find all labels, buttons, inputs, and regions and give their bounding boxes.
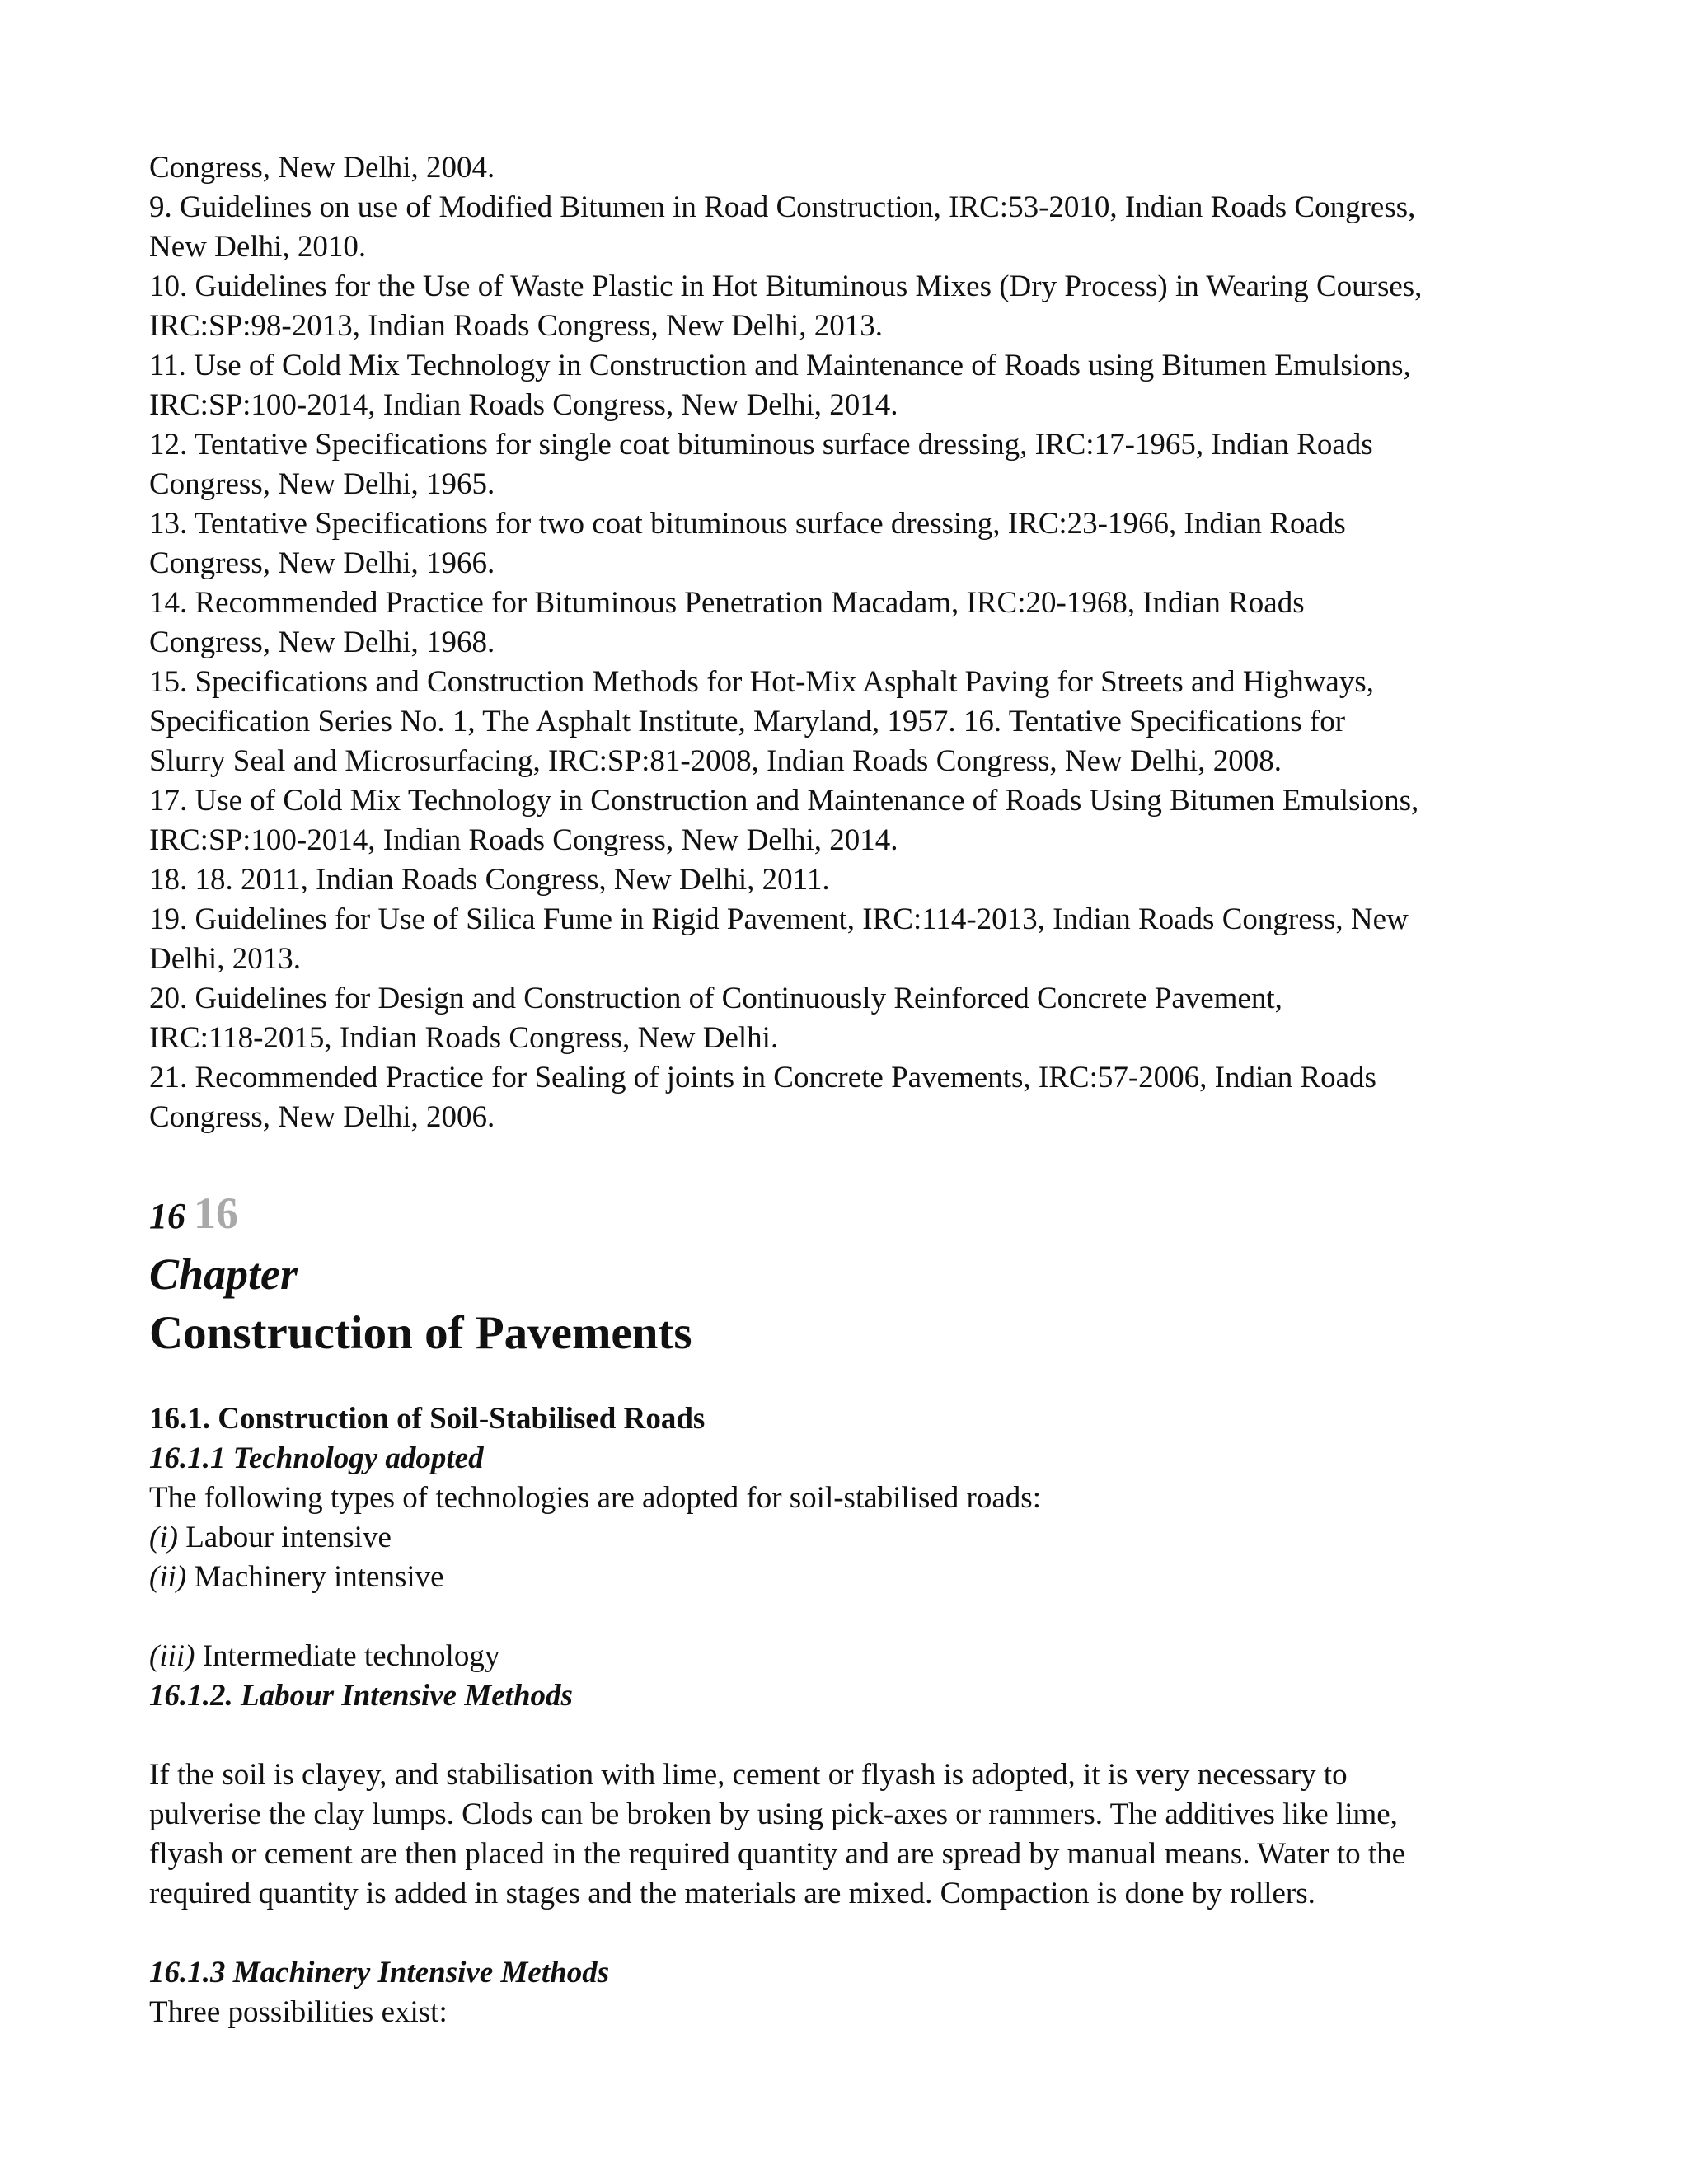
reference-line: 17. Use of Cold Mix Technology in Construction and Maintenance of Roads Using Bitumen Emulsions, bbox=[149, 784, 1419, 818]
reference-line: 13. Tentative Specifications for two coat bituminous surface dressing, IRC:23-1966, Indian Roads bbox=[149, 507, 1346, 541]
reference-line: 19. Guidelines for Use of Silica Fume in Rigid Pavement, IRC:114-2013, Indian Roads Congress, New bbox=[149, 902, 1409, 936]
reference-list bbox=[149, 148, 1550, 1137]
paragraph-line: If the soil is clayey, and stabilisation with lime, cement or flyash is adopted, it is very necessary to bbox=[149, 1758, 1348, 1792]
subsection-heading: 16.1.1 Technology adopted bbox=[149, 1441, 484, 1475]
chapter-body bbox=[149, 1399, 1550, 2032]
reference-line: Congress, New Delhi, 2006. bbox=[149, 1100, 495, 1134]
list-item bbox=[149, 1558, 1550, 1597]
paragraph: Three possibilities exist: bbox=[149, 1995, 448, 2029]
spacer bbox=[149, 1716, 1550, 1755]
reference-line: Congress, New Delhi, 1966. bbox=[149, 546, 495, 580]
subsection-heading: 16.1.3 Machinery Intensive Methods bbox=[149, 1956, 610, 1990]
chapter-number-text: 16 bbox=[149, 1196, 185, 1236]
reference-line: IRC:SP:98-2013, Indian Roads Congress, New Delhi, 2013. bbox=[149, 309, 884, 343]
reference-line: Congress, New Delhi, 1965. bbox=[149, 467, 495, 501]
paragraph-line: required quantity is added in stages and the materials are mixed. Compaction is done by rollers. bbox=[149, 1877, 1315, 1910]
reference-line: 15. Specifications and Construction Methods for Hot-Mix Asphalt Paving for Streets and Highways, bbox=[149, 665, 1374, 699]
reference-line: IRC:SP:100-2014, Indian Roads Congress, New Delhi, 2014. bbox=[149, 823, 898, 857]
spacer bbox=[149, 1597, 1550, 1637]
reference-line: 21. Recommended Practice for Sealing of joints in Concrete Pavements, IRC:57-2006, Indian Roads bbox=[149, 1061, 1376, 1094]
reference-line: New Delhi, 2010. bbox=[149, 230, 367, 264]
list-marker: (iii) bbox=[149, 1639, 195, 1673]
reference-line: 11. Use of Cold Mix Technology in Construction and Maintenance of Roads using Bitumen Emulsions, bbox=[149, 349, 1411, 382]
reference-line: 18. 18. 2011, Indian Roads Congress, New Delhi, 2011. bbox=[149, 863, 830, 897]
list-marker: (i) bbox=[149, 1521, 178, 1554]
spacer bbox=[149, 1914, 1550, 1953]
paragraph: The following types of technologies are adopted for soil-stabilised roads: bbox=[149, 1481, 1041, 1515]
chapter-number bbox=[149, 1188, 1550, 1241]
paragraph-line: pulverise the clay lumps. Clods can be broken by using pick-axes or rammers. The additives like lime, bbox=[149, 1797, 1398, 1831]
reference-line: IRC:SP:100-2014, Indian Roads Congress, New Delhi, 2014. bbox=[149, 388, 898, 422]
reference-line: Congress, New Delhi, 1968. bbox=[149, 626, 495, 659]
chapter-label: Chapter bbox=[149, 1249, 298, 1299]
subsection-heading: 16.1.2. Labour Intensive Methods bbox=[149, 1679, 573, 1713]
reference-line: Specification Series No. 1, The Asphalt Institute, Maryland, 1957. 16. Tentative Specifications for bbox=[149, 705, 1346, 738]
section-heading: 16.1. Construction of Soil-Stabilised Roads bbox=[149, 1402, 706, 1436]
list-marker: (ii) bbox=[149, 1560, 187, 1594]
list-item bbox=[149, 1518, 1550, 1558]
chapter-number-ghost: 16 bbox=[194, 1188, 238, 1238]
list-item-text: Machinery intensive bbox=[186, 1560, 444, 1594]
reference-line: 20. Guidelines for Design and Construction of Continuously Reinforced Concrete Pavement, bbox=[149, 982, 1282, 1015]
list-item bbox=[149, 1637, 1550, 1676]
chapter-title: Construction of Pavements bbox=[149, 1307, 692, 1359]
reference-line: 12. Tentative Specifications for single coat bituminous surface dressing, IRC:17-1965, Indian Roads bbox=[149, 428, 1373, 462]
paragraph-line: flyash or cement are then placed in the required quantity and are spread by manual means. Water to the bbox=[149, 1837, 1406, 1871]
list-item-text: Labour intensive bbox=[177, 1521, 392, 1554]
chapter-header bbox=[149, 1188, 1550, 1363]
reference-line: Slurry Seal and Microsurfacing, IRC:SP:81-2008, Indian Roads Congress, New Delhi, 2008. bbox=[149, 744, 1282, 778]
reference-line: Delhi, 2013. bbox=[149, 942, 301, 976]
reference-line: IRC:118-2015, Indian Roads Congress, New Delhi. bbox=[149, 1021, 779, 1055]
reference-line: Congress, New Delhi, 2004. bbox=[149, 151, 495, 185]
document-page bbox=[149, 148, 1550, 2032]
reference-line: 14. Recommended Practice for Bituminous Penetration Macadam, IRC:20-1968, Indian Roads bbox=[149, 586, 1305, 620]
reference-line: 10. Guidelines for the Use of Waste Plastic in Hot Bituminous Mixes (Dry Process) in Wearing Courses, bbox=[149, 269, 1423, 303]
reference-line: 9. Guidelines on use of Modified Bitumen in Road Construction, IRC:53-2010, Indian Roads Congress, bbox=[149, 190, 1416, 224]
list-item-text: Intermediate technology bbox=[195, 1639, 500, 1673]
paragraph bbox=[149, 1755, 1550, 1914]
